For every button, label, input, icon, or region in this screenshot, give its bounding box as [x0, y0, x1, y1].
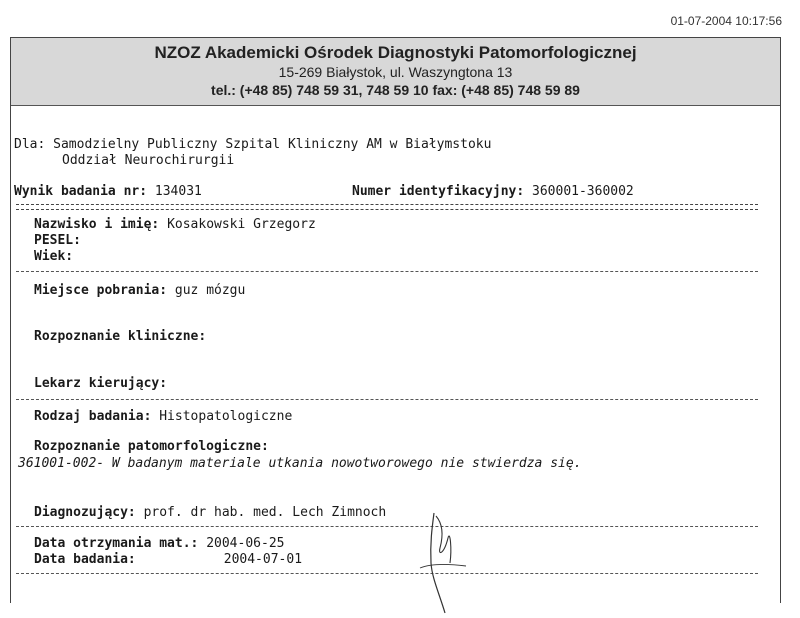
sample-site-line	[34, 283, 245, 299]
diagnostician-line	[34, 505, 386, 521]
result-number-line	[14, 184, 202, 200]
report-header	[11, 38, 780, 106]
pathology-diagnosis-label: Rozpoznanie patomorfologiczne:	[34, 439, 269, 454]
exam-type: Histopatologiczne	[159, 409, 293, 424]
print-timestamp: 01-07-2004 10:17:56	[670, 14, 782, 28]
received-date-line	[34, 536, 284, 552]
patient-name-line	[34, 217, 316, 233]
exam-type-line	[34, 409, 292, 425]
exam-date-label: Data badania:	[34, 552, 136, 567]
age-label: Wiek:	[34, 249, 74, 264]
recipient-label: Dla:	[14, 137, 46, 152]
result-number-label: Wynik badania nr:	[14, 184, 148, 199]
divider-1	[16, 271, 758, 272]
divider-2	[16, 399, 758, 400]
result-number: 134031	[154, 184, 202, 199]
patient-name-label: Nazwisko i imię:	[34, 217, 160, 232]
received-date-label: Data otrzymania mat.:	[34, 536, 199, 551]
handwritten-signature	[414, 508, 474, 618]
received-date: 2004-06-25	[206, 536, 285, 551]
result-id-label: Numer identyfikacyjny:	[352, 184, 525, 199]
pathology-diagnosis: 361001-002- W badanym materiale utkania nowotworowego nie stwierdza się.	[18, 456, 582, 471]
sample-site: guz mózgu	[174, 283, 246, 298]
result-id-line	[352, 184, 634, 200]
recipient-hospital: Samodzielny Publiczny Szpital Kliniczny AM w Białymstoku	[53, 137, 492, 152]
recipient-department: Oddział Neurochirurgii	[62, 153, 235, 168]
sample-site-label: Miejsce pobrania:	[34, 283, 168, 298]
divider-4	[16, 573, 758, 574]
exam-date: 2004-07-01	[223, 552, 303, 567]
result-id: 360001-360002	[532, 184, 634, 199]
diagnostician-name: prof. dr hab. med. Lech Zimnoch	[143, 505, 387, 520]
patient-name: Kosakowski Grzegorz	[167, 217, 316, 232]
pesel-label: PESEL:	[34, 233, 81, 248]
double-divider	[16, 204, 758, 210]
referring-doctor-label: Lekarz kierujący:	[34, 376, 168, 391]
diagnostician-label: Diagnozujący:	[34, 505, 136, 520]
exam-date-line	[34, 552, 302, 568]
clinical-diagnosis-label: Rozpoznanie kliniczne:	[34, 329, 207, 344]
recipient-line	[14, 137, 491, 153]
organization-phone: tel.: (+48 85) 748 59 31, 748 59 10 fax: (+48 85) 748 59 89	[211, 82, 580, 98]
organization-address: 15-269 Białystok, ul. Waszyngtona 13	[278, 64, 513, 80]
divider-3	[16, 526, 758, 527]
exam-type-label: Rodzaj badania:	[34, 409, 152, 424]
report-frame	[10, 37, 781, 603]
organization-name: NZOZ Akademicki Ośrodek Diagnostyki Patomorfologicznej	[154, 43, 637, 62]
